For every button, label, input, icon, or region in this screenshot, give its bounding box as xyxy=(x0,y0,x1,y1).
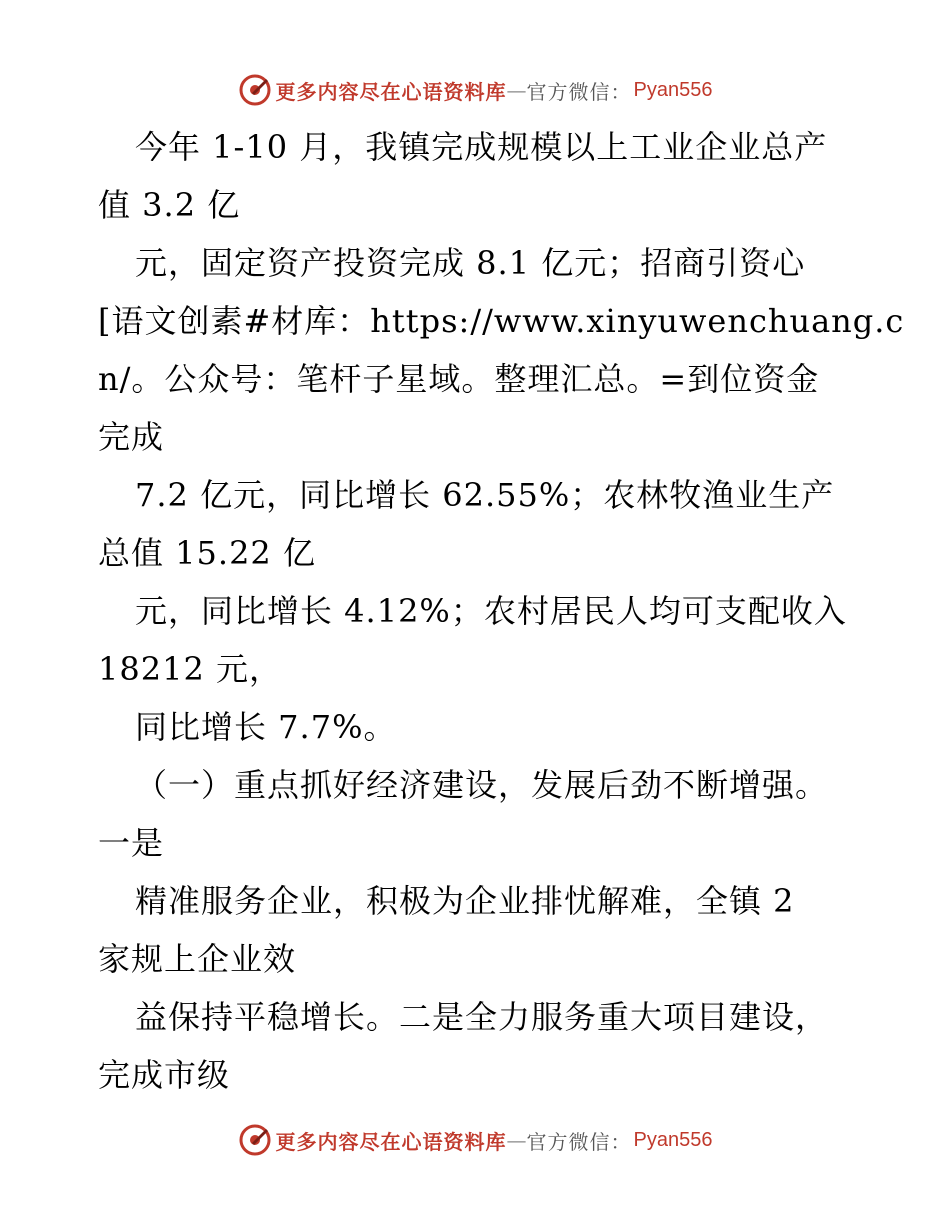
footer-watermark xyxy=(0,1120,950,1160)
body-line: 总值 15.22 亿 xyxy=(98,534,316,572)
watermark-dash: — xyxy=(506,78,527,102)
watermark-sub-text: 官方微信： xyxy=(526,79,632,104)
body-line: （一）重点抓好经济建设，发展后劲不断增强。 xyxy=(135,766,829,804)
body-line: 完成 xyxy=(98,418,165,456)
header-watermark xyxy=(0,70,950,110)
body-line: 18212 元， xyxy=(98,650,282,688)
watermark-main-text: 更多内容尽在心语资料库 xyxy=(275,79,507,104)
body-line: [语文创素#材库：https://www.xinyuwenchuang.c xyxy=(98,302,905,340)
watermark-id-text: Pyan556 xyxy=(633,78,713,101)
body-line: 元，固定资产投资完成 8.1 亿元；招商引资心 xyxy=(135,244,806,282)
pen-logo-icon xyxy=(238,1123,272,1157)
watermark-sub-text: 官方微信： xyxy=(526,1129,632,1154)
body-line: 值 3.2 亿 xyxy=(98,186,241,224)
body-line: 同比增长 7.7%。 xyxy=(135,708,397,746)
body-line: 完成市级 xyxy=(98,1056,231,1094)
body-line: 今年 1-10 月，我镇完成规模以上工业企业总产 xyxy=(135,128,828,166)
watermark-id-text: Pyan556 xyxy=(633,1128,713,1151)
body-line: 7.2 亿元，同比增长 62.55%；农林牧渔业生产 xyxy=(135,476,835,514)
pen-logo-icon xyxy=(238,73,272,107)
body-line: 益保持平稳增长。二是全力服务重大项目建设， xyxy=(135,998,829,1036)
body-line: 元，同比增长 4.12%；农村居民人均可支配收入 xyxy=(135,592,847,630)
document-body xyxy=(98,118,905,1104)
watermark-dash: — xyxy=(506,1128,527,1152)
body-line: 家规上企业效 xyxy=(98,940,297,978)
body-line: n/。公众号：笔杆子星域。整理汇总。=到位资金 xyxy=(98,360,820,398)
body-line: 精准服务企业，积极为企业排忧解难，全镇 2 xyxy=(135,882,795,920)
body-line: 一是 xyxy=(98,824,165,862)
watermark-main-text: 更多内容尽在心语资料库 xyxy=(275,1129,507,1154)
